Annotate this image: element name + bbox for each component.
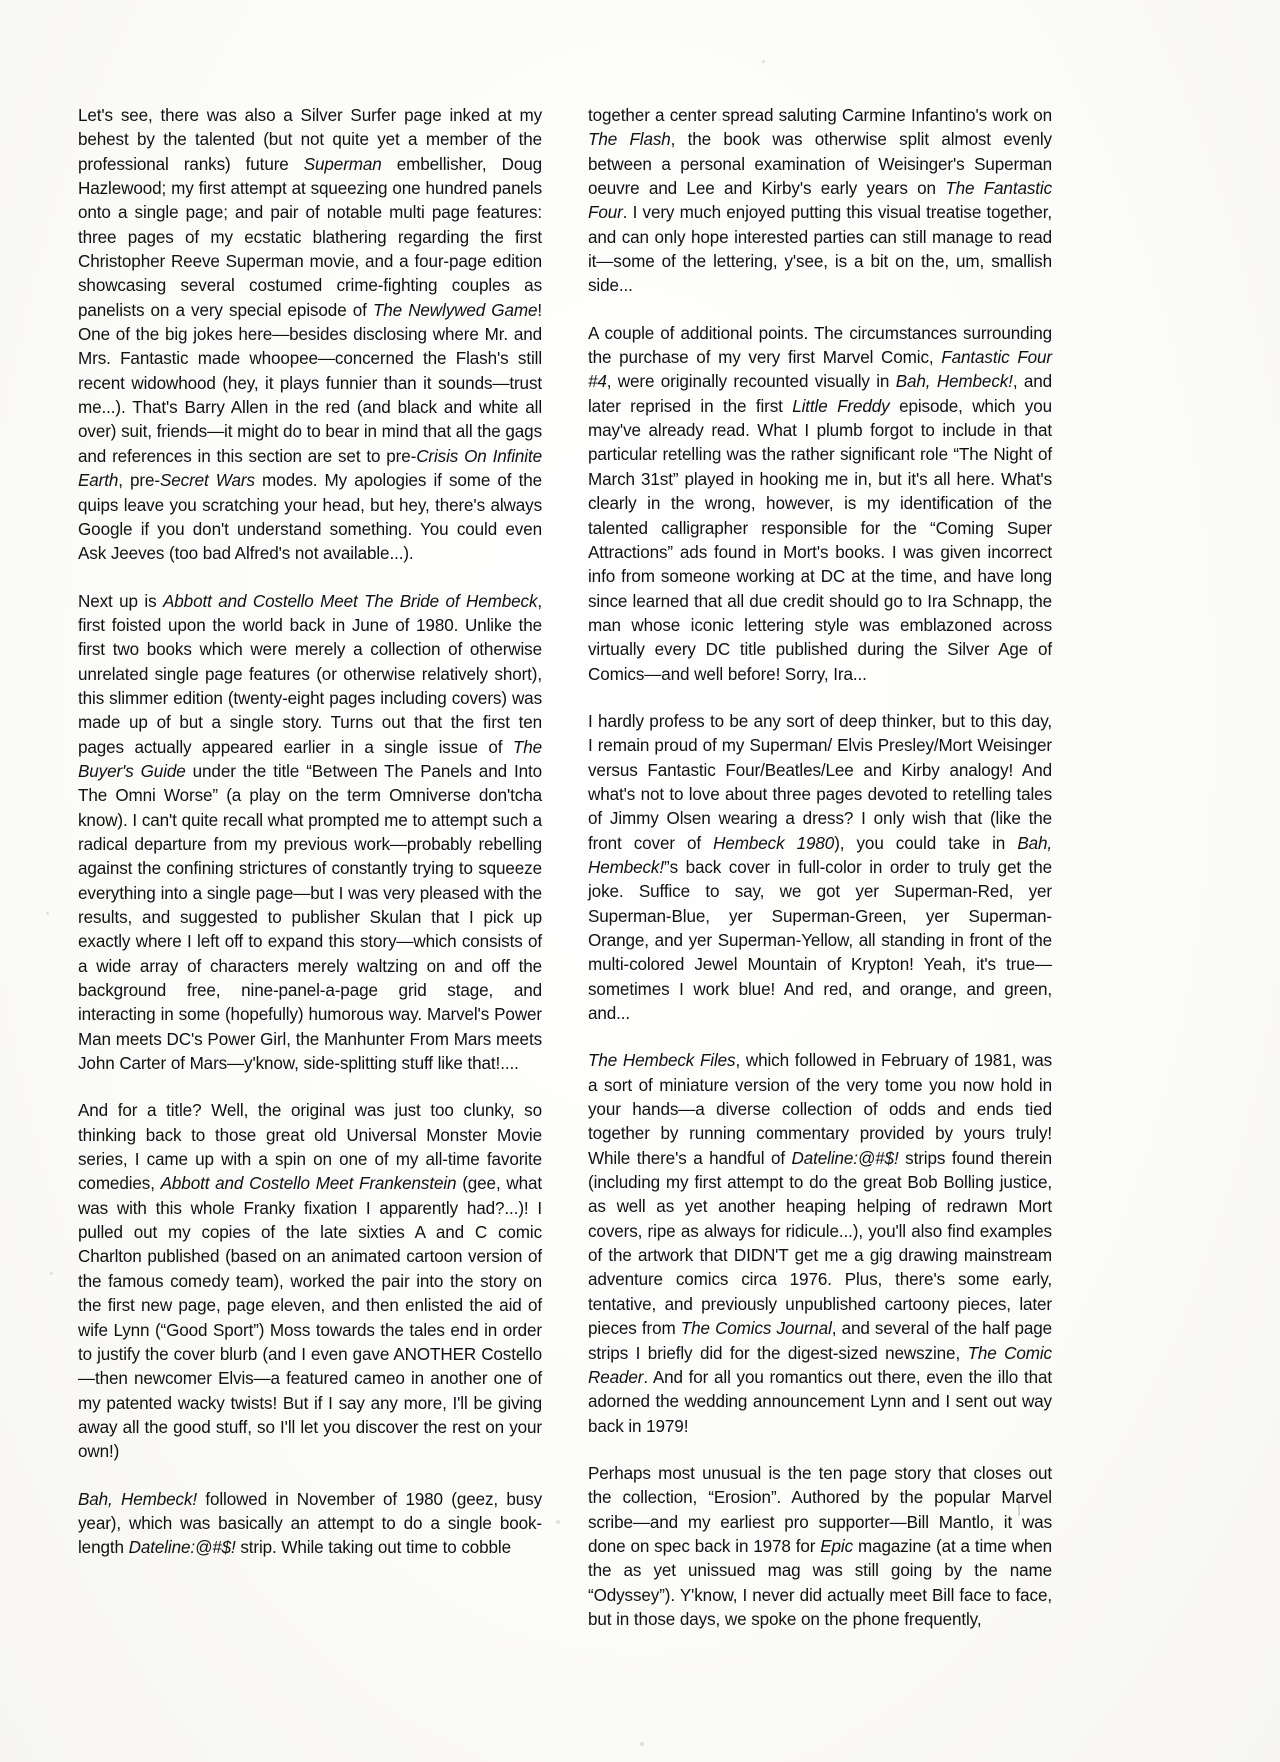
scan-speck: [50, 1272, 53, 1275]
paragraph: And for a title? Well, the original was just too clunky, so thinking back to those great old Universal Monster Movie series, I came up with a spin on one of my all-time favorite comedies, Abbott and Costello Meet Frankenstein (gee, what was with this whole Franky fixation I apparently had?...)! I pulled out my copies of the late sixties A and C comic Charlton published (based on an animated cartoon version of the famous comedy team), worked the pair into the story on the first new page, page eleven, and then enlisted the aid of wife Lynn (“Good Sport”) Moss towards the tales end in order to justify the cover blurb (and I even gave ANOTHER Costello—then newcomer Elvis—a featured cameo in another one of my patented wacky twists! But if I say any more, I'll be giving away all the good stuff, so I'll let you discover the rest on your own!): [78, 1101, 542, 1462]
paragraph: Perhaps most unusual is the ten page story that closes out the collection, “Erosion”. Authored by the popular Marvel scribe—and my earliest pro supporter—Bill Mantlo, it was done on spec back in 1978 for Epic magazine (at a time when the as yet unissued mag was still going by the name “Odyssey”). Y'know, I never did actually meet Bill face to face, but in those days, we spoke on the phone frequently,: [588, 1463, 1052, 1629]
scan-speck: [640, 1742, 644, 1746]
paragraph: I hardly profess to be any sort of deep thinker, but to this day, I remain proud of my Superman/ Elvis Presley/Mort Weisinger versus Fantastic Four/Beatles/Lee and Kirby analogy! And what's not to love about three pages devoted to retelling tales of Jimmy Olsen wearing a dress? I only wish that (like the front cover of Hembeck 1980), you could take in Bah, Hembeck!”s back cover in full-color in order to truly get the joke. Suffice to say, we got yer Superman-Red, yer Superman-Blue, yer Superman-Green, yer Superman-Orange, and yer Superman-Yellow, all standing in front of the multi-colored Jewel Mountain of Krypton! Yeah, it's true—sometimes I work blue! And red, and orange, and green, and...: [588, 711, 1052, 1024]
paragraph: The Hembeck Files, which followed in February of 1981, was a sort of miniature version of the very tome you now hold in your hands—a diverse collection of odds and ends tied together by running commentary provided by yours truly! While there's a handful of Dateline:@#$! strips found therein (including my first attempt to do the great Bob Bolling justice, as well as yet another heaping helping of redrawn Mort covers, ripe as always for ridicule...), you'll also find examples of the artwork that DIDN'T get me a gig drawing mainstream adventure comics circa 1976. Plus, there's some early, tentative, and previously unpublished cartoony pieces, later pieces from The Comics Journal, and several of the half page strips I briefly did for the digest-sized newszine, The Comic Reader. And for all you romantics out there, even the illo that adorned the wedding announcement Lynn and I sent out way back in 1979!: [588, 1051, 1053, 1436]
left-column: [78, 104, 542, 1632]
right-column: [588, 104, 1052, 1632]
paragraph: Bah, Hembeck! followed in November of 1980 (geez, busy year), which was basically an attempt to do a single book-length Dateline:@#$! strip. While taking out time to cobble: [78, 1489, 542, 1558]
paragraph: Let's see, there was also a Silver Surfer page inked at my behest by the talented (but not quite yet a member of the professional ranks) future Superman embellisher, Doug Hazlewood; my first attempt at squeezing one hundred panels onto a single page; and pair of notable multi page features: three pages of my ecstatic blathering regarding the first Christopher Reeve Superman movie, and a four-page edition showcasing several costumed crime-fighting couples as panelists on a very special episode of The Newlywed Game! One of the big jokes here—besides disclosing where Mr. and Mrs. Fantastic made whoopee—concerned the Flash's still recent widowhood (hey, it plays funnier than it sounds—trust me...). That's Barry Allen in the red (and black and white all over) suit, friends—it might do to bear in mind that all the gags and references in this section are set to pre-Crisis On Infinite Earth, pre-Secret Wars modes. My apologies if some of the quips leave you scratching your head, but hey, there's always Google if you don't understand something. You could even Ask Jeeves (too bad Alfred's not available...).: [78, 106, 543, 564]
scan-speck: [46, 912, 49, 915]
two-column-body: [78, 104, 1126, 1632]
scan-speck: [762, 60, 765, 63]
paragraph: together a center spread saluting Carmine Infantino's work on The Flash, the book was otherwise split almost evenly between a personal examination of Weisinger's Superman oeuvre and Lee and Kirby's early years on The Fantastic Four. I very much enjoyed putting this visual treatise together, and can only hope interested parties can still manage to read it—some of the lettering, y'see, is a bit on the, um, smallish side...: [588, 106, 1052, 296]
paragraph: Next up is Abbott and Costello Meet The Bride of Hembeck, first foisted upon the world back in June of 1980. Unlike the first two books which were merely a collection of otherwise unrelated single page features (or otherwise relatively short), this slimmer edition (twenty-eight pages including covers) was made up of but a single story. Turns out that the first ten pages actually appeared earlier in a single issue of The Buyer's Guide under the title “Between The Panels and Into The Omni Worse” (a play on the term Omniverse don'tcha know). I can't quite recall what prompted me to attempt such a radical departure from my previous work—probably rebelling against the confining strictures of constantly trying to squeeze everything into a single page—but I was very pleased with the results, and suggested to publisher Skulan that I pick up exactly where I left off to expand this story—which consists of a wide array of characters merely waltzing on and off the background free, nine-panel-a-page grid stage, and interacting in some (hopefully) humorous way. Marvel's Power Man meets DC's Power Girl, the Manhunter From Mars meets John Carter of Mars—y'know, side-splitting stuff like that!....: [78, 591, 543, 1074]
paragraph: A couple of additional points. The circumstances surrounding the purchase of my very first Marvel Comic, Fantastic Four #4, were originally recounted visually in Bah, Hembeck!, and later reprised in the first Little Freddy episode, which you may've already read. What I plumb forgot to include in that particular retelling was the rather significant role “The Night of March 31st” played in hooking me in, but it's all here. What's clearly in the wrong, however, is my identification of the talented calligrapher responsible for the “Coming Super Attractions” ads found in Mort's books. I was given incorrect info from someone working at DC at the time, and have long since learned that all due credit should go to Ira Schnapp, the man whose iconic lettering style was emblazoned across virtually every DC title published during the Silver Age of Comics—and well before! Sorry, Ira...: [588, 323, 1052, 684]
